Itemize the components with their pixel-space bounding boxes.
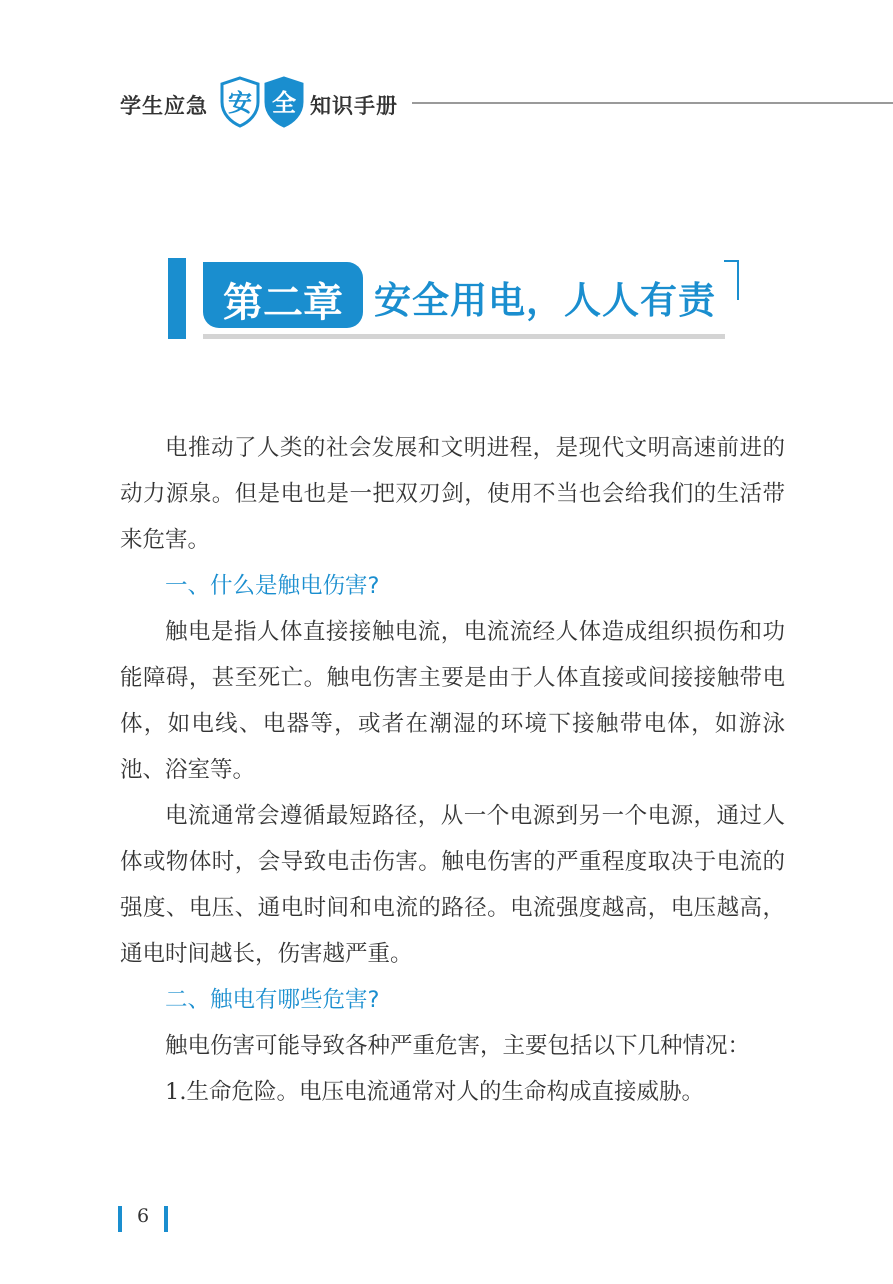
- running-header: [120, 76, 893, 132]
- chapter-number: 第二章: [223, 280, 343, 326]
- section-heading-2: 二、触电有哪些危害?: [165, 987, 380, 1013]
- shield-character-1: 安: [228, 89, 252, 117]
- section-2-paragraph-1: 触电伤害可能导致各种严重危害，主要包括以下几种情况：: [165, 1033, 751, 1059]
- chapter-accent-bar: [168, 258, 186, 339]
- header-rule: [412, 102, 893, 104]
- chapter-title: 安全用电，人人有责: [374, 278, 716, 322]
- intro-paragraph: 电推动了人类的社会发展和文明进程，是现代文明高速前进的动力源泉。但是电也是一把双刃剑，使用不当也会给我们的生活带来危害。: [120, 435, 785, 553]
- section-heading-1: 一、什么是触电伤害?: [165, 573, 380, 599]
- shield-outline-icon: [218, 76, 262, 128]
- section-1-paragraph-2: 电流通常会遵循最短路径，从一个电源到另一个电源，通过人体或物体时，会导致电击伤害。触电伤害的严重程度取决于电流的强度、电压、通电时间和电流的路径。电流强度越高，电压越高，通电时间越长，伤害越严重。: [120, 803, 785, 967]
- shield-character-2: 全: [272, 89, 296, 117]
- chapter-corner-mark: [737, 260, 739, 300]
- page-number-bar-right: [164, 1206, 168, 1232]
- chapter-number-badge: [203, 262, 363, 328]
- shield-filled-icon: [262, 76, 306, 128]
- section-2-list-item-1: 1.生命危险。电压电流通常对人的生命构成直接威胁。: [165, 1079, 704, 1105]
- chapter-underline: [203, 334, 725, 339]
- body-text: [120, 425, 785, 1115]
- page-number: 6: [136, 1205, 150, 1227]
- header-title-prefix: 学生应急: [120, 94, 208, 118]
- section-1-paragraph-1: 触电是指人体直接接触电流，电流流经人体造成组织损伤和功能障碍，甚至死亡。触电伤害主要是由于人体直接或间接接触带电体，如电线、电器等，或者在潮湿的环境下接触带电体，如游泳池、浴室等。: [120, 619, 785, 783]
- chapter-corner-mark-top: [724, 260, 738, 262]
- header-title-suffix: 知识手册: [310, 94, 398, 118]
